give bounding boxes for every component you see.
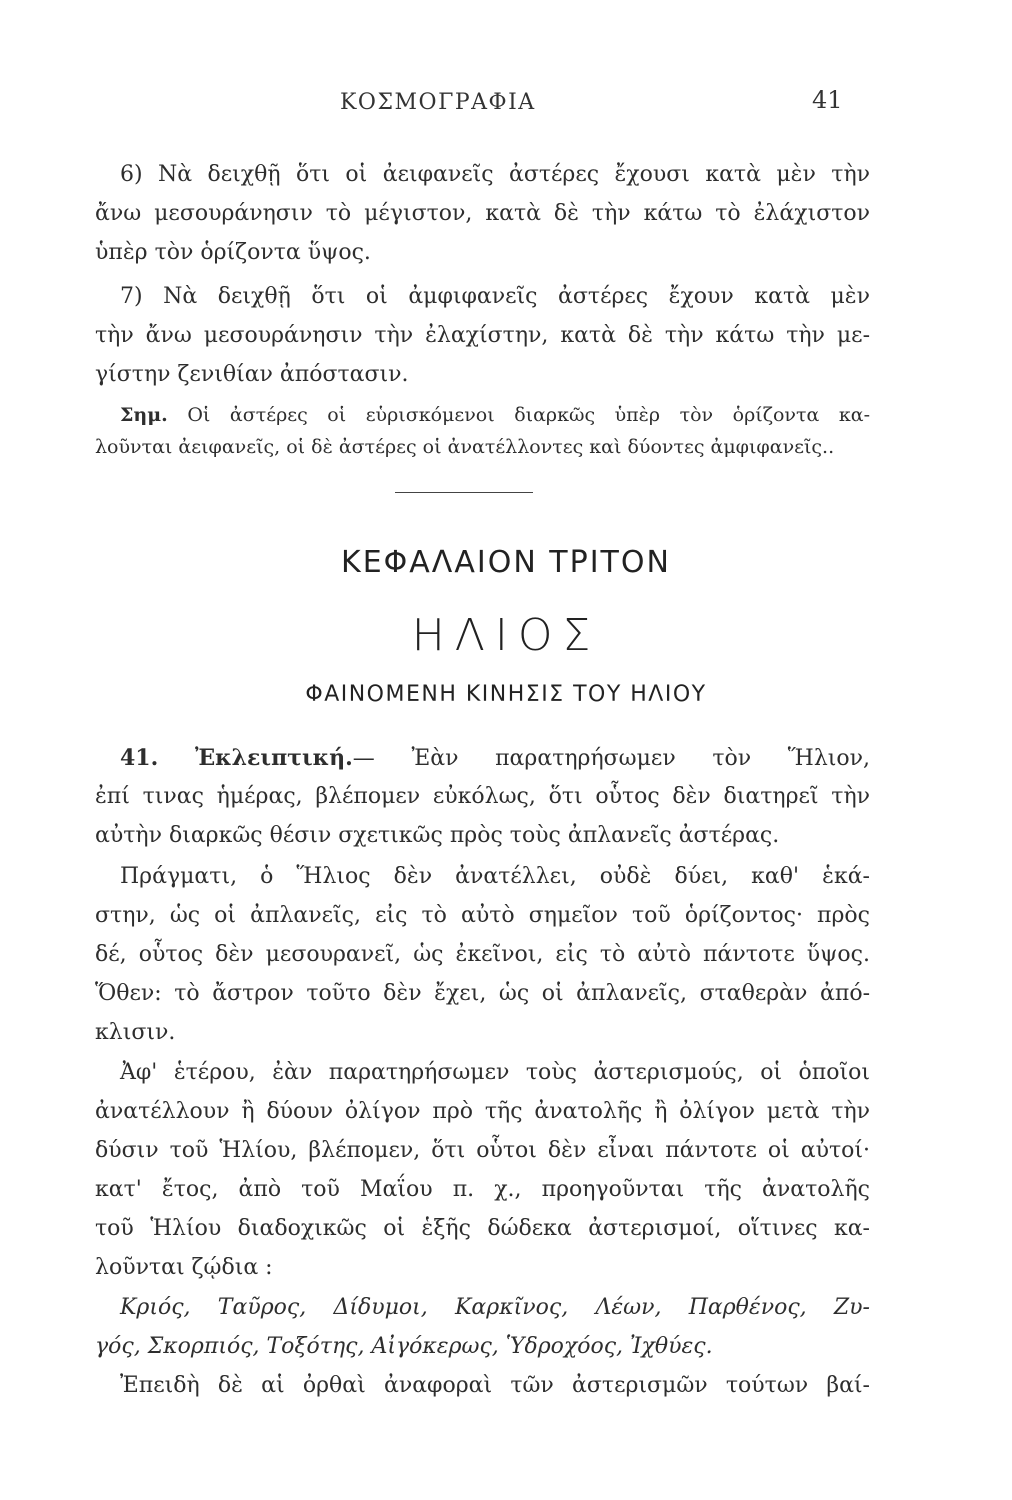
body-line: Ἐπειδὴ δὲ αἱ ὀρθαὶ ἀναφοραὶ τῶν ἀστερισμῶν τούτων βαί- <box>120 1373 870 1398</box>
section-term: Ἐκλειπτική. <box>194 745 353 771</box>
body-line: δύσιν τοῦ Ἡλίου, βλέπομεν, ὅτι οὗτοι δὲν εἶναι πάντοτε οἱ αὐτοί· <box>95 1138 870 1163</box>
chapter-subtitle: ΦΑΙΝΟΜΕΝΗ ΚΙΝΗΣΙΣ ΤΟΥ ΗΛΙΟΥ <box>305 682 707 707</box>
body-line: δέ, οὗτος δὲν μεσουρανεῖ, ὡς ἐκεῖνοι, εἰς τὸ αὐτὸ πάντοτε ὕψος. <box>95 942 870 967</box>
zodiac-list-line-2: γός, Σκορπιός, Τοξότης, Αἰγόκερως, Ὑδροχόος, Ἰχθύες. <box>95 1334 713 1359</box>
exercise-6-line-1: 6) Νὰ δειχθῇ ὅτι οἱ ἀειφανεῖς ἀστέρες ἔχουσι κατὰ μὲν τὴν <box>120 162 870 187</box>
note-line-2: λοῦνται ἀειφανεῖς, οἱ δὲ ἀστέρες οἱ ἀνατέλλοντες καὶ δύοντες ἀμφιφανεῖς.. <box>95 436 835 458</box>
section-first-line <box>120 743 870 774</box>
note-line-1 <box>120 400 870 430</box>
section-first-text: — Ἐὰν παρατηρήσωμεν τὸν Ἥλιον, <box>352 746 871 771</box>
page-number: 41 <box>812 86 843 114</box>
running-head: ΚΟΣΜΟΓΡΑΦΙΑ <box>340 90 536 115</box>
section-divider <box>395 492 533 493</box>
section-number: 41. <box>120 745 159 771</box>
exercise-6-line-2: ἄνω μεσουράνησιν τὸ μέγιστον, κατὰ δὲ τὴν κάτω τὸ ἐλάχιστον <box>95 201 870 226</box>
chapter-title: ΗΛΙΟΣ <box>411 610 601 661</box>
exercise-7-line-2: τὴν ἄνω μεσουράνησιν τὴν ἐλαχίστην, κατὰ δὲ τὴν κάτω τὴν με- <box>95 323 870 348</box>
note-label: Σημ. <box>120 404 168 426</box>
note-text-1: Οἱ ἀστέρες οἱ εὑρισκόμενοι διαρκῶς ὑπὲρ τὸν ὁρίζοντα κα- <box>187 404 870 426</box>
body-line: κλισιν. <box>95 1020 176 1045</box>
body-line: τοῦ Ἡλίου διαδοχικῶς οἱ ἑξῆς δώδεκα ἀστερισμοί, οἵτινες κα- <box>95 1216 870 1241</box>
body-line: στην, ὡς οἱ ἀπλανεῖς, εἰς τὸ αὐτὸ σημεῖον τοῦ ὁρίζοντος· πρὸς <box>95 903 870 928</box>
chapter-heading: ΚΕΦΑΛΑΙΟΝ ΤΡΙΤΟΝ <box>341 545 671 580</box>
body-line: ἐπί τινας ἡμέρας, βλέπομεν εὐκόλως, ὅτι οὗτος δὲν διατηρεῖ τὴν <box>95 784 870 809</box>
exercise-7-line-1: 7) Νὰ δειχθῇ ὅτι οἱ ἀμφιφανεῖς ἀστέρες ἔχουν κατὰ μὲν <box>120 284 870 309</box>
body-line: Ὅθεν: τὸ ἄστρον τοῦτο δὲν ἔχει, ὡς οἱ ἀπλανεῖς, σταθερὰν ἀπό- <box>95 981 870 1006</box>
body-line: λοῦνται ζῴδια : <box>95 1255 273 1280</box>
body-line: κατ' ἔτος, ἀπὸ τοῦ Μαΐου π. χ., προηγοῦνται τῆς ἀνατολῆς <box>95 1177 870 1202</box>
exercise-6-line-3: ὑπὲρ τὸν ὁρίζοντα ὕψος. <box>95 240 371 265</box>
body-line: ἀνατέλλουν ἢ δύουν ὀλίγον πρὸ τῆς ἀνατολῆς ἢ ὀλίγον μετὰ τὴν <box>95 1099 870 1124</box>
exercise-7-line-3: γίστην ζενιθίαν ἀπόστασιν. <box>95 362 409 387</box>
body-line: αὐτὴν διαρκῶς θέσιν σχετικῶς πρὸς τοὺς ἀπλανεῖς ἀστέρας. <box>95 823 780 848</box>
body-line: Ἀφ' ἑτέρου, ἐὰν παρατηρήσωμεν τοὺς ἀστερισμούς, οἱ ὁποῖοι <box>120 1060 870 1085</box>
zodiac-list-line-1: Κριός, Ταῦρος, Δίδυμοι, Καρκῖνος, Λέων, Παρθένος, Ζυ- <box>120 1295 870 1320</box>
body-line: Πράγματι, ὁ Ἥλιος δὲν ἀνατέλλει, οὐδὲ δύει, καθ' ἑκά- <box>120 864 870 889</box>
